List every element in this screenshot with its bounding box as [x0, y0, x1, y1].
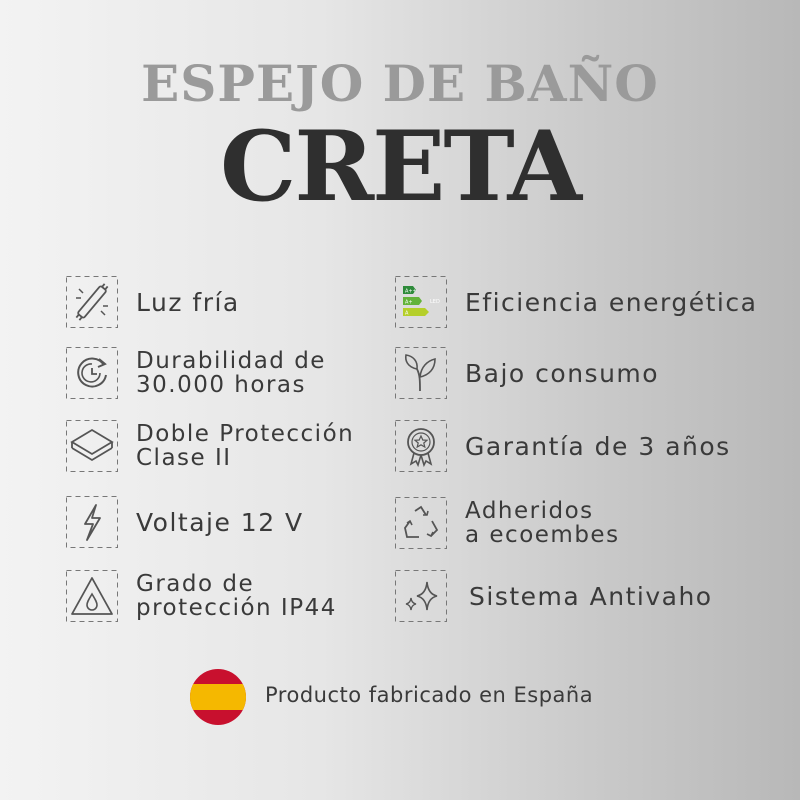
- feature-label: Garantía de 3 años: [465, 431, 731, 461]
- feature-ip44: [66, 570, 337, 622]
- feature-ecoembes: [395, 497, 620, 549]
- energy-label-icon: [395, 276, 447, 328]
- sparkles-icon: [395, 570, 447, 622]
- tube-light-icon: [66, 276, 118, 328]
- double-protection-icon: [66, 420, 118, 472]
- feature-label: Bajo consumo: [465, 358, 660, 388]
- recycle-icon: [395, 497, 447, 549]
- feature-eficiencia: [395, 276, 757, 328]
- title-line-2: CRETA: [219, 110, 581, 223]
- svg-text:LED: LED: [430, 299, 440, 305]
- footer-made-in-spain: Producto fabricado en España: [265, 683, 594, 707]
- feature-luz-fria: [66, 276, 240, 328]
- warranty-badge-icon: [395, 420, 447, 472]
- svg-text:A+: A+: [405, 299, 413, 306]
- leaf-icon: [395, 347, 447, 399]
- title-line-1: ESPEJO DE BAÑO: [141, 54, 659, 113]
- feature-doble-proteccion: [66, 420, 354, 472]
- feature-label: Sistema Antivaho: [469, 581, 713, 611]
- feature-voltaje: [66, 496, 304, 548]
- feature-garantia: [395, 420, 731, 472]
- lightning-icon: [66, 496, 118, 548]
- svg-text:A: A: [405, 310, 409, 317]
- water-drop-triangle-icon: [66, 570, 118, 622]
- feature-durabilidad: [66, 347, 326, 399]
- durability-clock-icon: [66, 347, 118, 399]
- feature-label: Durabilidad de 30.000 horas: [136, 348, 326, 398]
- feature-label: Eficiencia energética: [465, 287, 758, 317]
- spain-flag-icon: [189, 668, 247, 730]
- feature-bajo-consumo: [395, 347, 659, 399]
- feature-label: Grado de protección IP44: [136, 571, 337, 621]
- feature-antivaho: [395, 570, 713, 622]
- feature-label: Adheridos a ecoembes: [465, 498, 620, 548]
- feature-label: Voltaje 12 V: [136, 507, 304, 537]
- feature-label: Doble Protección Clase II: [136, 421, 355, 471]
- svg-text:A++: A++: [405, 288, 417, 295]
- feature-label: Luz fría: [136, 287, 240, 317]
